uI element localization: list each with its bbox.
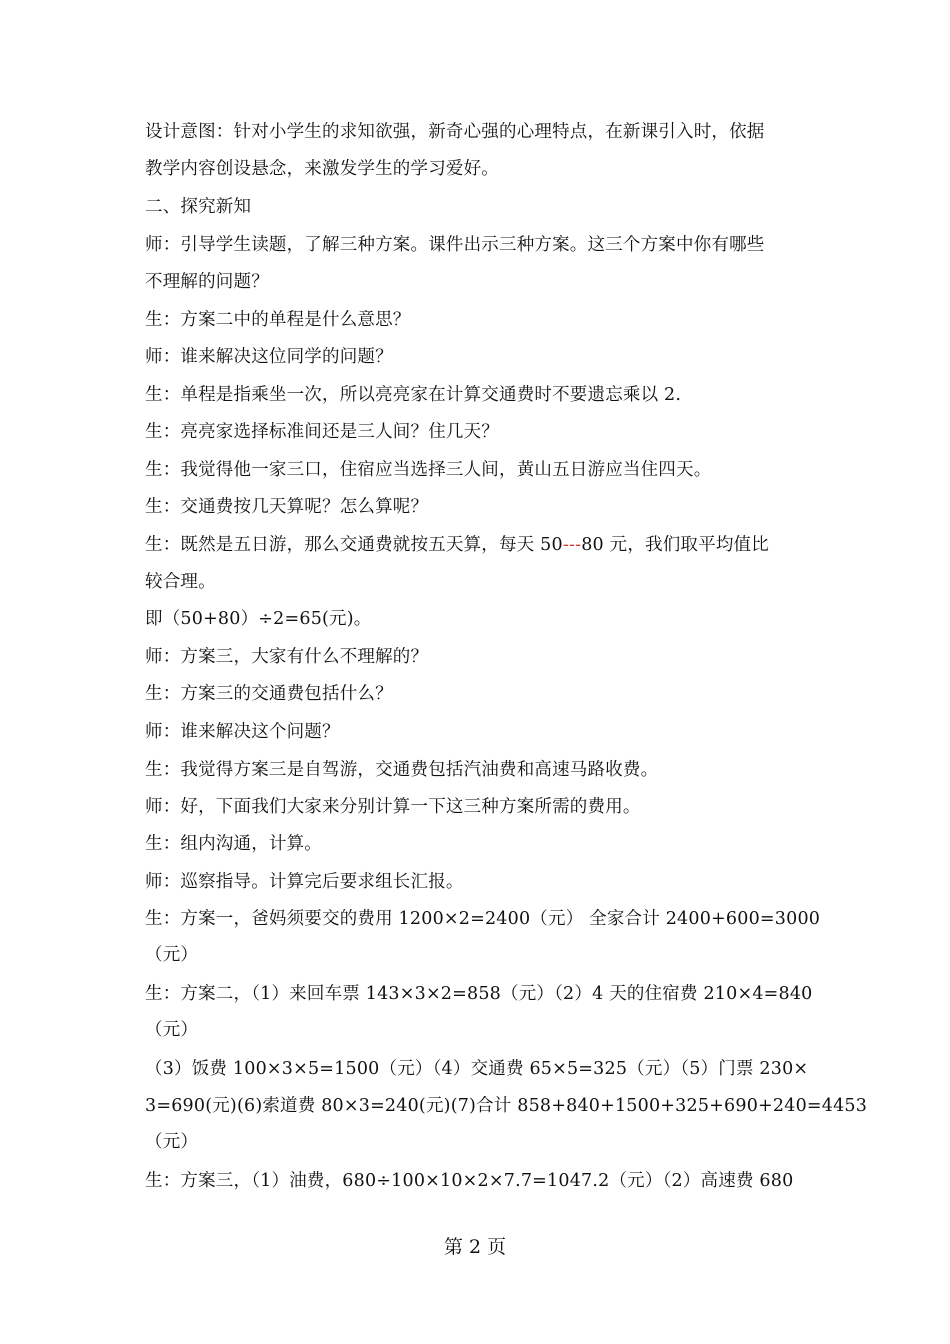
- text-line: 教学内容创设悬念，来激发学生的学习爱好。: [145, 159, 499, 179]
- text-line: 师：引导学生读题，了解三种方案。课件出示三种方案。这三个方案中你有哪些: [145, 235, 765, 255]
- text-line: 生：方案三的交通费包括什么？: [145, 684, 393, 704]
- text-line: 师：巡察指导。计算完后要求组长汇报。: [145, 872, 464, 892]
- text-line: 生：我觉得他一家三口，住宿应当选择三人间，黄山五日游应当住四天。: [145, 460, 712, 480]
- text-line: 生：方案二，（1）来回车票 143×3×2=858（元）（2）4 天的住宿费 210×4=840: [145, 984, 813, 1004]
- text-line: 师：方案三，大家有什么不理解的？: [145, 647, 429, 667]
- text-line: 师：谁来解决这个问题？: [145, 722, 340, 742]
- text-line: （元）: [145, 1132, 199, 1152]
- text-line: 生：单程是指乘坐一次，所以亮亮家在计算交通费时不要遗忘乘以 2.: [145, 385, 682, 405]
- text-line: （元）: [145, 1020, 199, 1040]
- text-line: 生：亮亮家选择标准间还是三人间？住几天？: [145, 422, 499, 442]
- text-line: 设计意图：针对小学生的求知欲强，新奇心强的心理特点，在新课引入时，依据: [145, 122, 765, 142]
- text-line: 不理解的问题？: [145, 272, 269, 292]
- range-dash: ---: [562, 535, 582, 555]
- text-line: 较合理。: [145, 572, 216, 592]
- text-line: [145, 533, 815, 557]
- text-line: （3）饭费 100×3×5=1500（元）（4）交通费 65×5=325（元）（5）门票 230×: [145, 1059, 809, 1079]
- text-line: 生：我觉得方案三是自驾游，交通费包括汽油费和高速马路收费。: [145, 760, 659, 780]
- text-line: 师：好，下面我们大家来分别计算一下这三种方案所需的费用。: [145, 797, 641, 817]
- page-number: 第 2 页: [443, 1236, 507, 1258]
- text-line: 生：组内沟通，计算。: [145, 834, 322, 854]
- text-line: 即（50+80）÷2=65(元)。: [145, 609, 372, 629]
- text-segment: 生：既然是五日游，那么交通费就按五天算，每天 50: [145, 535, 563, 555]
- text-line: 生：交通费按几天算呢？怎么算呢？: [145, 497, 429, 517]
- text-line: （元）: [145, 945, 199, 965]
- text-segment: 80 元，我们取平均值比: [581, 535, 769, 555]
- text-line: 师：谁来解决这位同学的问题？: [145, 347, 393, 367]
- text-line: 生：方案一，爸妈须要交的费用 1200×2=2400（元） 全家合计 2400+600=3000: [145, 909, 821, 929]
- text-line: 生：方案三，（1）油费，680÷100×10×2×7.7=1047.2（元）（2）高速费 680: [145, 1171, 794, 1191]
- text-line: 生：方案二中的单程是什么意思？: [145, 310, 411, 330]
- text-line: 3=690(元)(6)索道费 80×3=240(元)(7)合计 858+840+1500+325+690+240=4453: [145, 1096, 868, 1116]
- section-heading: 二、探究新知: [145, 197, 252, 217]
